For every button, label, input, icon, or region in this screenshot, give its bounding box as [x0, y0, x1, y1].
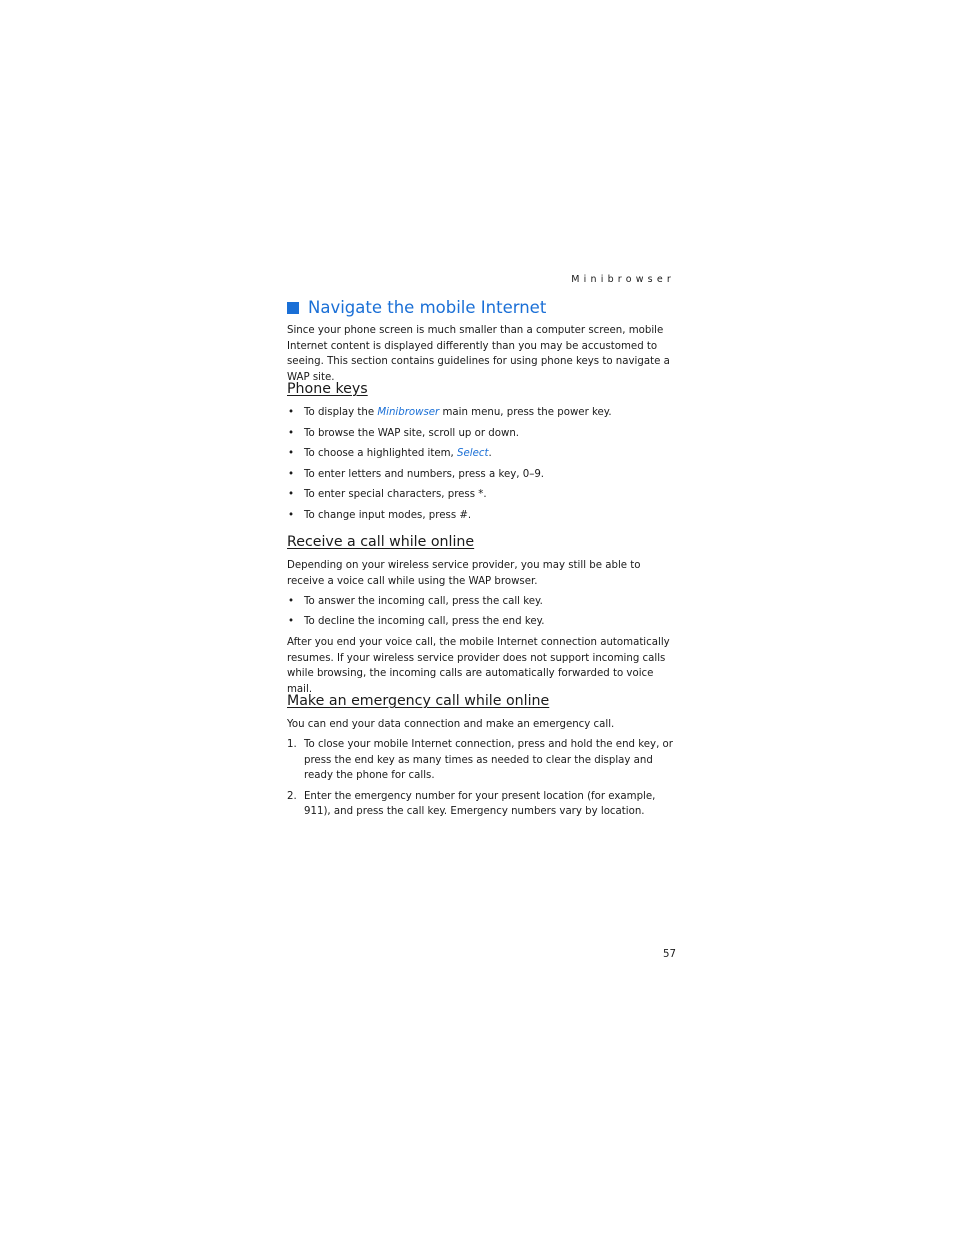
- emergency-intro: You can end your data connection and make an emergency call.: [287, 719, 615, 730]
- section-title: Navigate the mobile Internet: [308, 298, 547, 317]
- receive-call-after-block: [287, 635, 677, 698]
- emergency-steps: [287, 737, 677, 820]
- receive-call-intro: Depending on your wireless service provider, you may still be able to receive a voice call while using the WAP browser.: [287, 560, 641, 587]
- list-item: • To enter special characters, press *.: [287, 487, 677, 503]
- section-intro: Since your phone screen is much smaller than a computer screen, mobile Internet content is displayed differently than you may be accustomed to seeing. This section contains guidelines for using phone keys to navigate a WAP site.: [287, 325, 670, 384]
- section-intro-block: [287, 323, 677, 386]
- list-item: • To enter letters and numbers, press a key, 0–9.: [287, 467, 677, 483]
- list-item: • To answer the incoming call, press the call key.: [287, 594, 677, 610]
- page-number: 57: [663, 949, 676, 960]
- step-number: 1.: [287, 739, 297, 750]
- list-item: • To decline the incoming call, press the end key.: [287, 614, 677, 630]
- receive-call-intro-block: [287, 558, 677, 589]
- section-heading: [287, 298, 546, 317]
- step-text: Enter the emergency number for your present location (for example, 911), and press the call key. Emergency numbers vary by location.: [304, 790, 656, 818]
- running-header: Minibrowser: [571, 274, 675, 285]
- receive-call-heading: Receive a call while online: [287, 534, 475, 550]
- emergency-heading: Make an emergency call while online: [287, 693, 550, 709]
- list-item: • To change input modes, press #.: [287, 508, 677, 524]
- step-number: 2.: [287, 790, 297, 802]
- receive-call-list: [287, 594, 677, 630]
- receive-call-after: After you end your voice call, the mobile Internet connection automatically resumes. If your wireless service provider does not support incoming calls while browsing, the incoming calls are automatically forwarded to voice mail.: [287, 637, 670, 696]
- emergency-intro-block: [287, 717, 677, 733]
- phone-keys-heading: Phone keys: [287, 381, 368, 397]
- step-text: To close your mobile Internet connection, press and hold the end key, or press the end key as many times as needed to clear the display and ready the phone for calls.: [304, 739, 673, 782]
- manual-page: [287, 0, 677, 1235]
- step-item: [287, 737, 677, 784]
- phone-keys-list: [287, 405, 677, 523]
- list-item: • To choose a highlighted item, Select.: [287, 446, 677, 462]
- list-item: • To browse the WAP site, scroll up or down.: [287, 426, 677, 442]
- minibrowser-link[interactable]: Minibrowser: [377, 407, 440, 418]
- square-bullet-icon: [287, 302, 299, 314]
- select-link[interactable]: Select: [457, 448, 489, 460]
- list-item: • To display the Minibrowser main menu, press the power key.: [287, 405, 677, 421]
- step-item: [287, 789, 677, 820]
